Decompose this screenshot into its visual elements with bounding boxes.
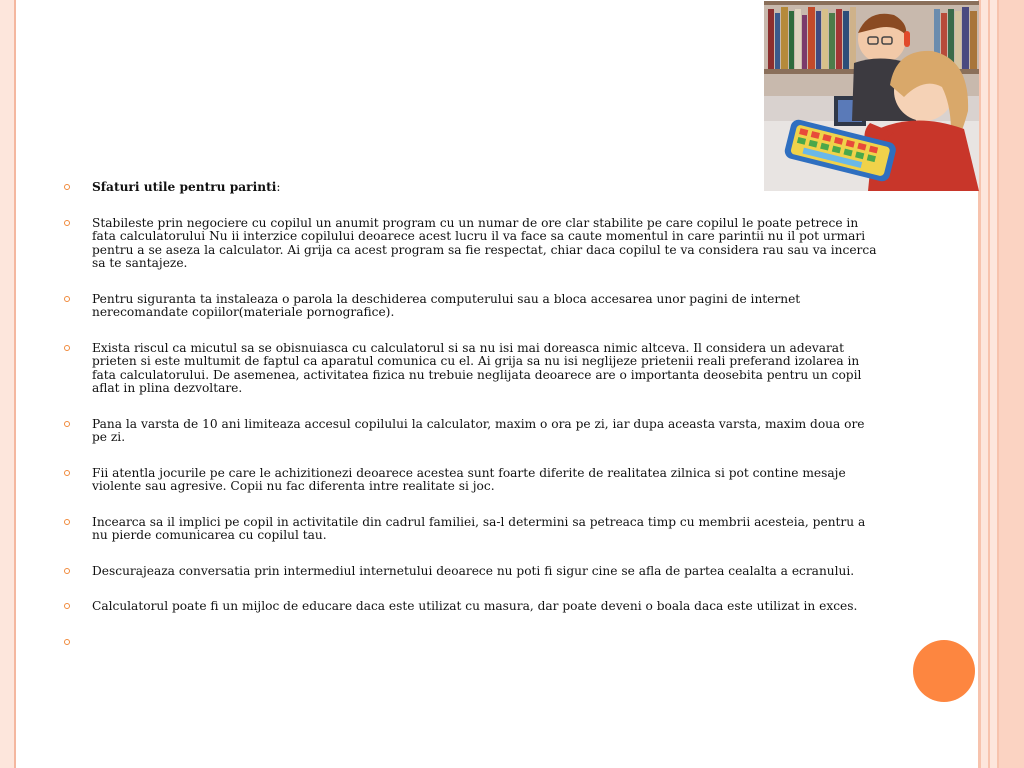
list-item-text: Calculatorul poate fi un mijloc de educare daca este utilizat cu masura, dar poate deveni o boala daca este utilizat in exces.: [92, 599, 858, 613]
list-item: [60, 293, 880, 320]
bullet-icon: [64, 220, 70, 226]
right-border-stripe: [981, 0, 988, 768]
list-item-text: Pentru siguranta ta instaleaza o parola la deschiderea computerului sau a bloca accesarea unor pagini de internet nerecomandate copiilor(materiale pornografice).: [92, 291, 801, 319]
list-heading: Sfaturi utile pentru parinti: [92, 180, 277, 194]
right-border-stripe: [990, 0, 997, 768]
decorative-orange-circle: [913, 640, 975, 702]
list-item: [60, 636, 880, 650]
list-item: [60, 600, 880, 614]
list-item-text: Fii atentla jocurile pe care le achizitionezi deoarece acestea sunt foarte diferite de realitatea zilnica si pot contine mesaje violente sau agresive. Copii nu fac diferenta intre realitate si joc.: [92, 465, 846, 493]
list-item: [60, 565, 880, 579]
bullet-icon: [64, 568, 70, 574]
bullet-icon: [64, 519, 70, 525]
right-border-stripe: [999, 0, 1024, 768]
children-at-computer-photo: [764, 1, 979, 191]
list-item-text: Descurajeaza conversatia prin intermediul internetului deoarece nu poti fi sigur cine se afla de partea cealalta a ecranului.: [92, 563, 855, 578]
list-item-text: Incearca sa il implici pe copil in activitatile din cadrul familiei, sa-l determini sa petreaca timp cu membrii acesteia, pentru a nu pierde comunicarea cu copilul tau.: [92, 514, 866, 542]
list-item: [60, 217, 880, 271]
bullet-icon: [64, 345, 70, 351]
bullet-icon: [64, 470, 70, 476]
left-border-band: [0, 0, 14, 768]
list-item: [60, 516, 880, 543]
bullet-icon: [64, 296, 70, 302]
bullet-icon: [64, 639, 70, 645]
left-border-line: [14, 0, 16, 768]
bullet-icon: [64, 184, 70, 190]
list-item: [60, 342, 880, 396]
list-item: [60, 418, 880, 445]
tips-list: [60, 181, 880, 650]
list-item-text: Exista riscul ca micutul sa se obisnuiasca cu calculatorul si sa nu isi mai doreasca nimic altceva. Il considera un adevarat prieten si este multumit de faptul ca aparatul comunica cu el. Ai grija sa nu isi neglijeze prietenii reali preferand izolarea in fata calculatorului. De asemenea, activitatea fizica nu trebuie neglijata deoarece are o importanta deosebita pentru un copil aflat in plina dezvoltare.: [92, 340, 862, 395]
bullet-icon: [64, 421, 70, 427]
bullet-icon: [64, 603, 70, 609]
list-heading-suffix: :: [276, 180, 281, 194]
list-item-text: Pana la varsta de 10 ani limiteaza accesul copilului la calculator, maxim o ora pe zi, iar dupa aceasta varsta, maxim doua ore pe zi.: [92, 416, 865, 444]
list-item: [60, 181, 880, 195]
list-item-text: Stabileste prin negociere cu copilul un anumit program cu un numar de ore clar stabilite pe care copilul le poate petrece in fata calculatorului Nu ii interzice copilului deoarece acest lucru il va face sa caute momentul in care parintii nu il pot urmari pentru a se aseza la calculator. Ai grija ca acest program sa fie respectat, chiar daca copilul te va considera rau sau va incerca sa te santajeze.: [92, 215, 877, 270]
list-item: [60, 467, 880, 494]
